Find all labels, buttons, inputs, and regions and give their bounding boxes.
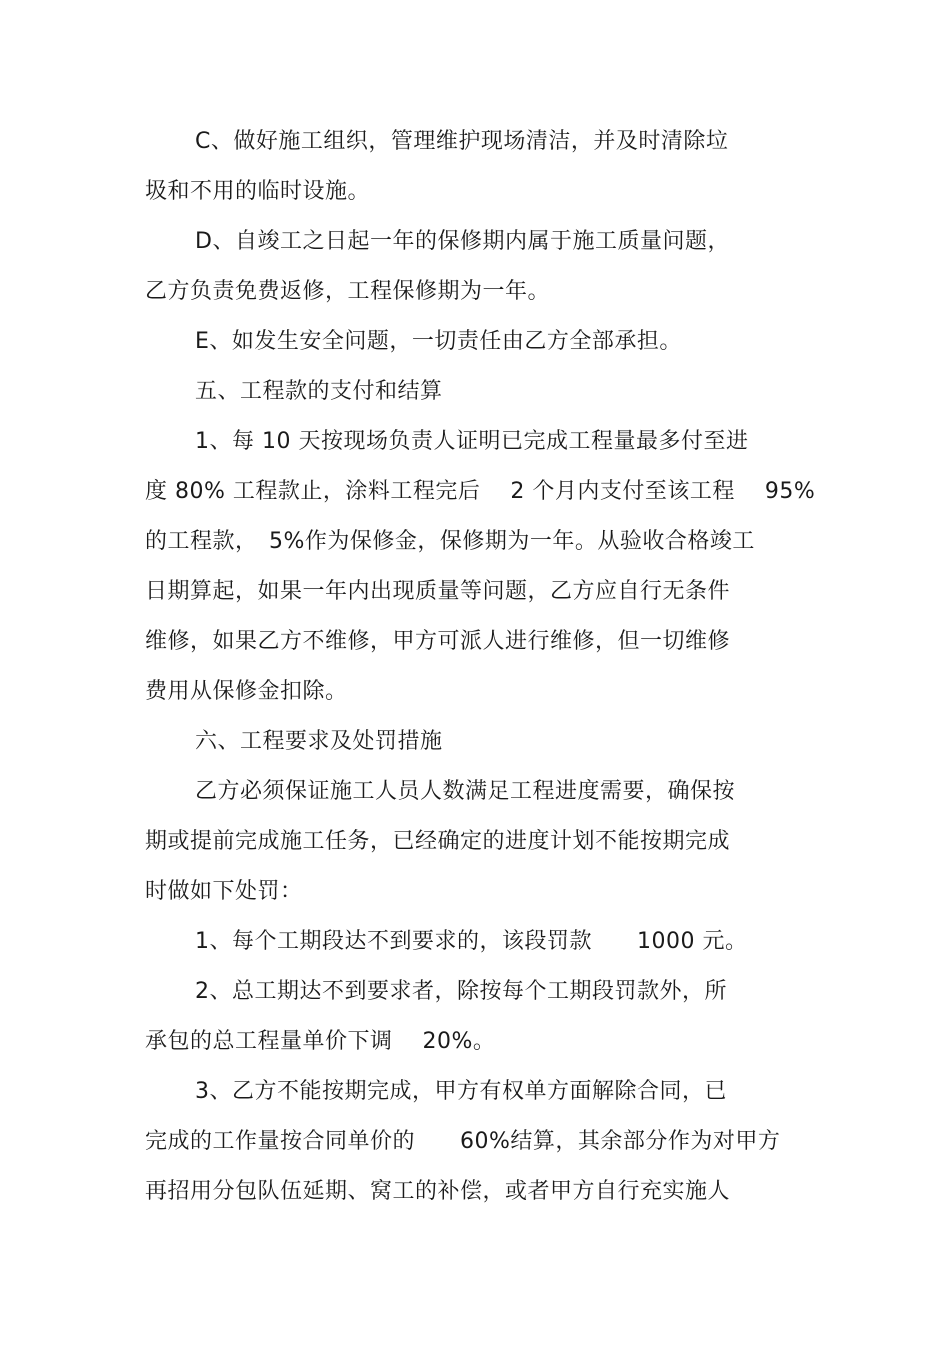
text-line: 再招用分包队伍延期、窝工的补偿，或者甲方自行充实施人 [145,1179,731,1204]
section-heading: 五、工程款的支付和结算 [195,379,443,404]
text-line: 的工程款， 5%作为保修金，保修期为一年。从验收合格竣工 [145,529,755,554]
text-line: 2、总工期达不到要求者，除按每个工期段罚款外，所 [195,979,727,1004]
section-heading: 六、工程要求及处罚措施 [195,729,443,754]
text-line: 度 80% 工程款止，涂料工程完后 2 个月内支付至该工程 95% [145,479,816,504]
text-line: 乙方负责免费返修，工程保修期为一年。 [145,279,551,304]
text-line: 时做如下处罚： [145,879,303,904]
text-line: 乙方必须保证施工人员人数满足工程进度需要，确保按 [195,779,736,804]
text-line: 1、每个工期段达不到要求的，该段罚款 1000 元。 [195,929,748,954]
text-line: 3、乙方不能按期完成，甲方有权单方面解除合同，已 [195,1079,727,1104]
text-line: 期或提前完成施工任务，已经确定的进度计划不能按期完成 [145,829,731,854]
text-line: 维修，如果乙方不维修，甲方可派人进行维修，但一切维修 [145,629,731,654]
text-line: 1、每 10 天按现场负责人证明已完成工程量最多付至进 [195,429,749,454]
text-line: 费用从保修金扣除。 [145,679,348,704]
text-line: 承包的总工程量单价下调 20%。 [145,1029,496,1054]
text-line: 完成的工作量按合同单价的 60%结算，其余部分作为对甲方 [145,1129,781,1154]
text-line: E、如发生安全问题，一切责任由乙方全部承担。 [195,329,682,354]
text-line: D、自竣工之日起一年的保修期内属于施工质量问题， [195,229,730,254]
text-line: C、做好施工组织，管理维护现场清洁，并及时清除垃 [195,129,729,154]
text-line: 日期算起，如果一年内出现质量等问题，乙方应自行无条件 [145,579,731,604]
text-line: 圾和不用的临时设施。 [145,179,371,204]
